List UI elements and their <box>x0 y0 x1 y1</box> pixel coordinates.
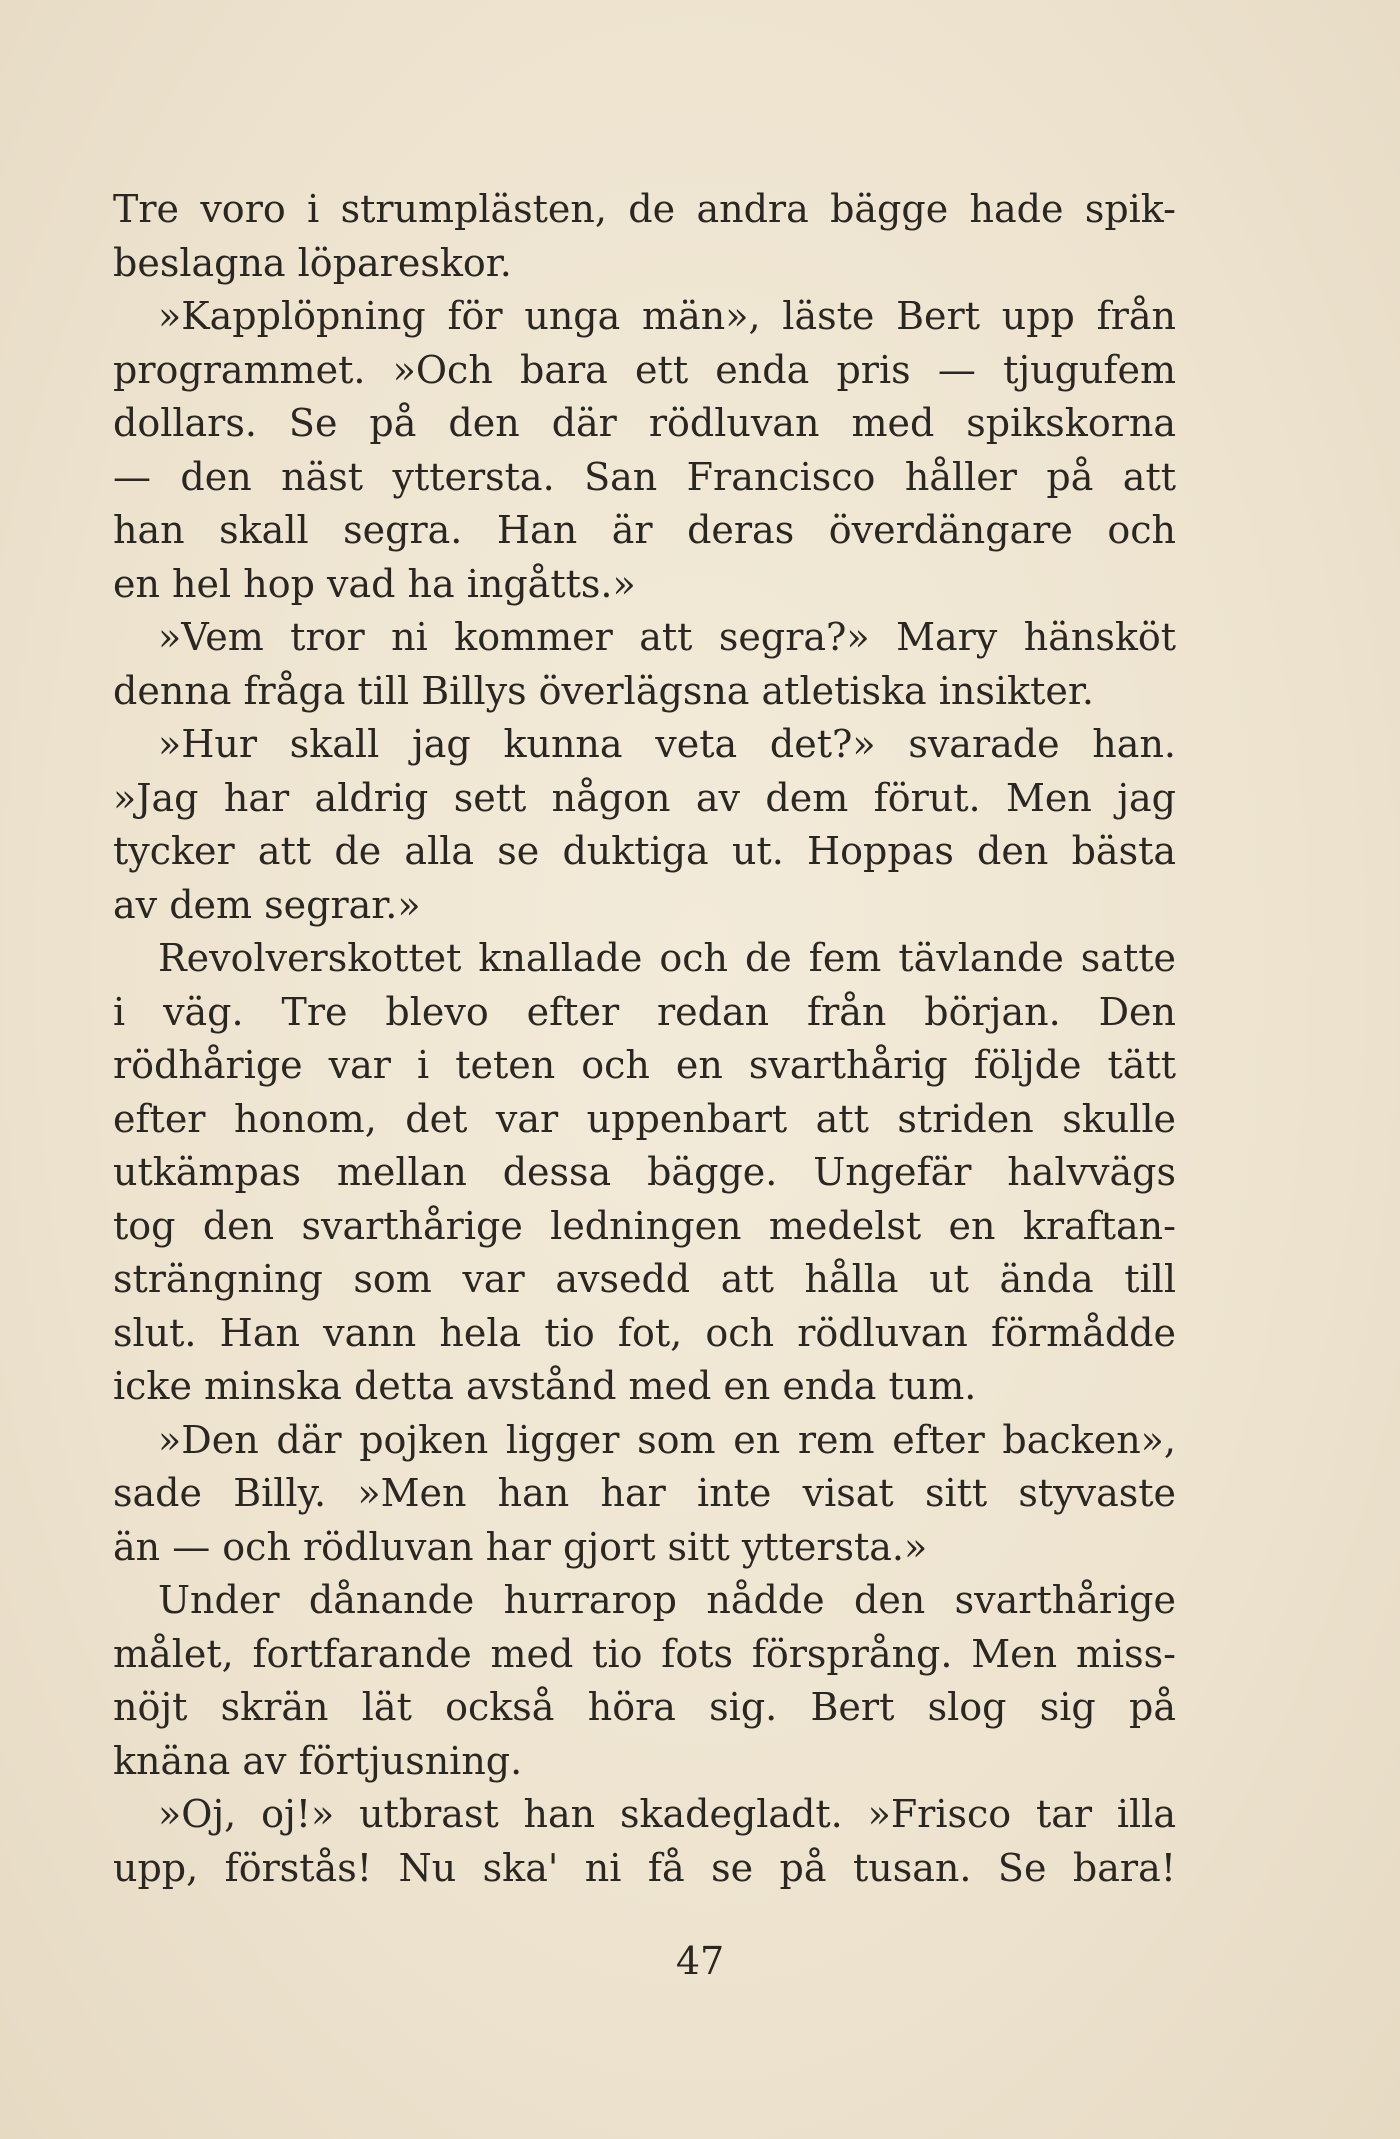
text-line: en hel hop vad ha ingåtts.» <box>113 561 636 606</box>
text-line: »Hur skall jag kunna veta det?» svarade han. <box>158 722 1176 766</box>
text-line: i väg. Tre blevo efter redan från början. Den <box>113 989 1176 1034</box>
text-line: knäna av förtjusning. <box>113 1738 523 1783</box>
text-line: av dem segrar.» <box>113 882 421 927</box>
text-line: »Oj, oj!» utbrast han skadegladt. »Frisco tar illa <box>158 1792 1176 1836</box>
text-line: Tre voro i strumplästen, de andra bägge hade spik- <box>113 187 1176 231</box>
text-line: »Den där pojken ligger som en rem efter backen», <box>158 1417 1176 1462</box>
text-line: programmet. »Och bara ett enda pris — tjugufem <box>113 347 1176 392</box>
text-line: — den näst yttersta. San Francisco håller på att <box>113 454 1176 499</box>
text-line: »Kapplöpning för unga män», läste Bert upp från <box>158 294 1176 338</box>
text-line: nöjt skrän lät också höra sig. Bert slog sig på <box>113 1685 1176 1729</box>
text-line: »Jag har aldrig sett någon av dem förut. Men jag <box>113 775 1176 820</box>
text-line: upp, förstås! Nu ska' ni få se på tusan. Se bara! <box>113 1845 1176 1890</box>
text-line: »Vem tror ni kommer att segra?» Mary hänsköt <box>158 615 1176 659</box>
body-text <box>113 183 1176 1895</box>
text-line: slut. Han vann hela tio fot, och rödluvan förmådde <box>113 1310 1176 1355</box>
text-line: Under dånande hurrarop nådde den svarthårige <box>158 1578 1176 1622</box>
text-line: tycker att de alla se duktiga ut. Hoppas den bästa <box>113 829 1176 873</box>
text-line: denna fråga till Billys överlägsna atletiska insikter. <box>113 668 1094 713</box>
text-line: utkämpas mellan dessa bägge. Ungefär halvvägs <box>113 1150 1176 1194</box>
text-line: dollars. Se på den där rödluvan med spikskorna <box>113 401 1176 445</box>
text-line: rödhårige var i teten och en svarthårig följde tätt <box>113 1043 1176 1087</box>
text-line: strängning som var avsedd att hålla ut ända till <box>113 1257 1176 1301</box>
text-line: efter honom, det var uppenbart att striden skulle <box>113 1096 1176 1141</box>
text-line: icke minska detta avstånd med en enda tum. <box>113 1364 977 1408</box>
text-line: målet, fortfarande med tio fots försprång. Men miss- <box>113 1631 1176 1676</box>
text-line: Revolverskottet knallade och de fem tävlande satte <box>158 936 1176 980</box>
text-line: beslagna löpareskor. <box>113 240 512 285</box>
text-line: sade Billy. »Men han har inte visat sitt styvaste <box>113 1471 1176 1515</box>
text-line: än — och rödluvan har gjort sitt yttersta.» <box>113 1524 928 1569</box>
text-line: han skall segra. Han är deras överdängare och <box>113 508 1176 552</box>
page-number: 47 <box>675 1939 725 1983</box>
text-line: tog den svarthårige ledningen medelst en kraftan- <box>113 1203 1176 1248</box>
